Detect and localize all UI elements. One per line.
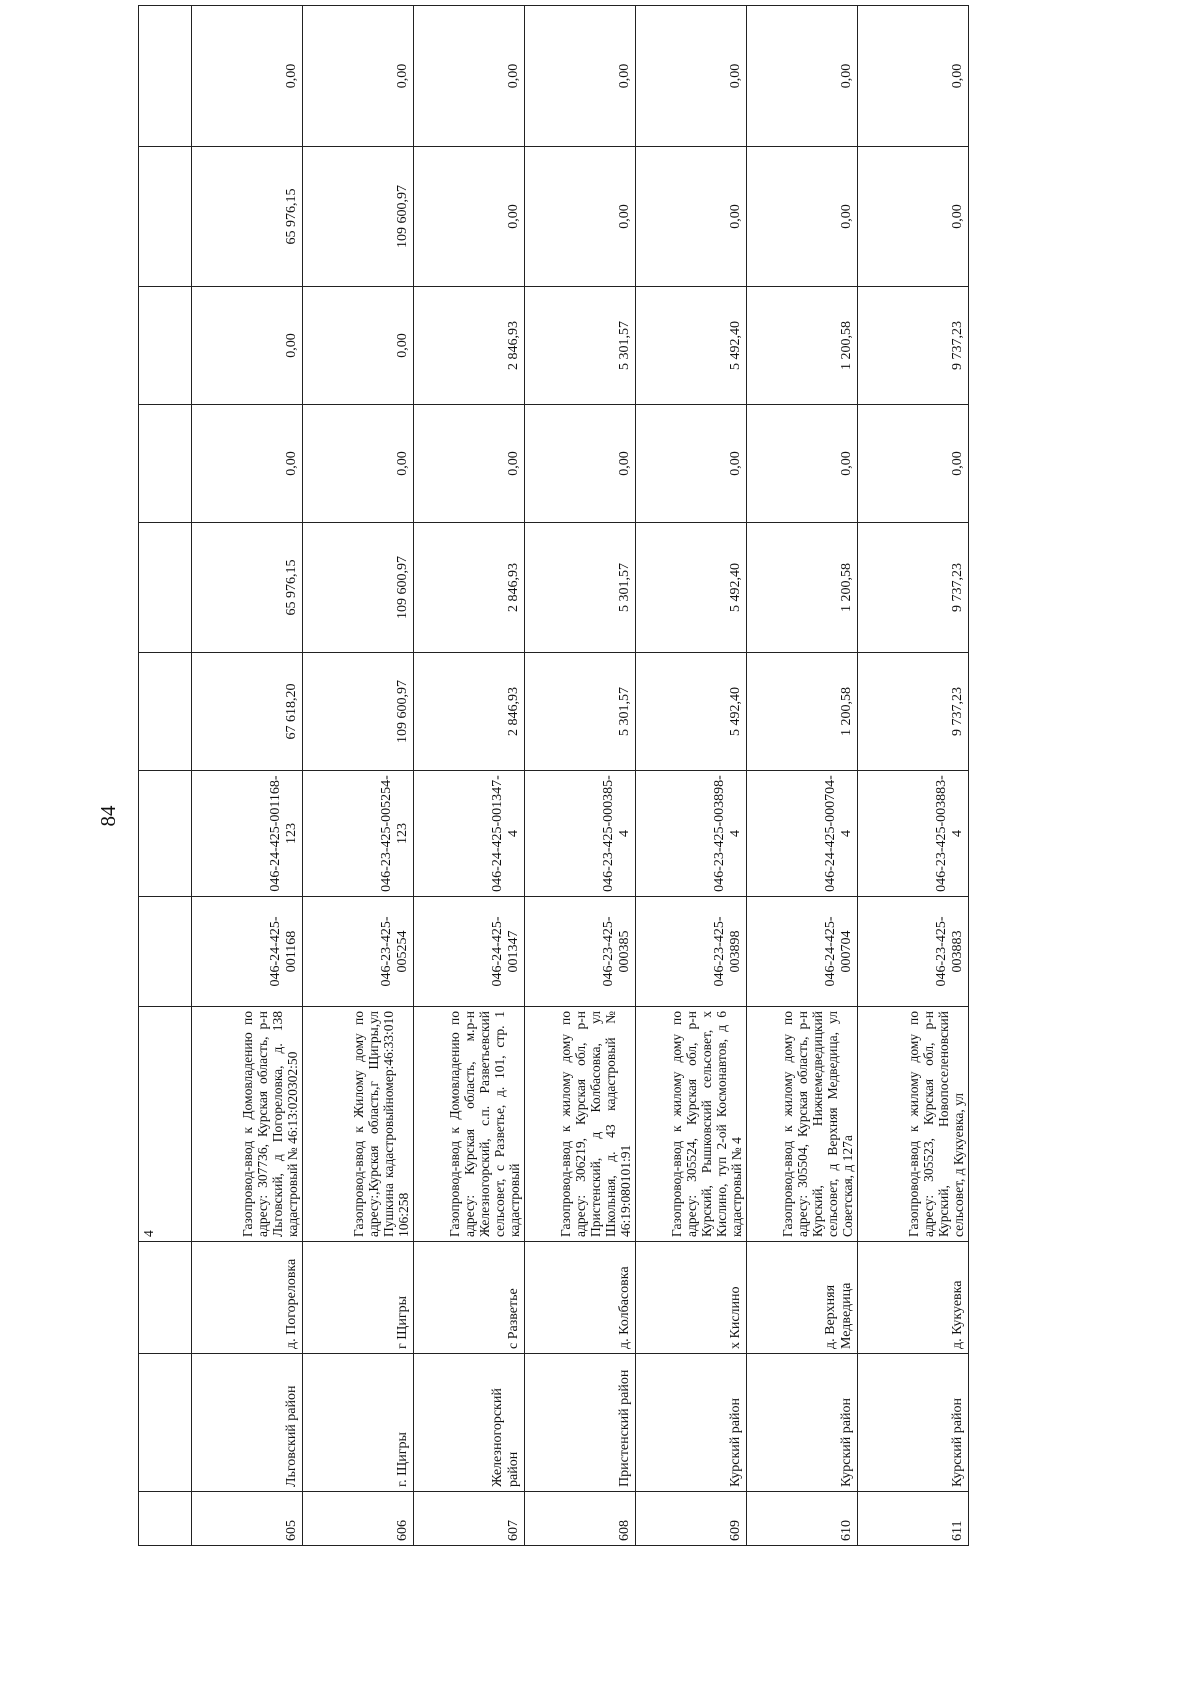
value-cell: 0,00 [303, 405, 414, 523]
description-cell: Газопровод-ввод к Жилому дому по адресу:,Курская область,г Щигры,ул Пушкина кадастровыйномер:46:33:010 106:258 [303, 1007, 414, 1242]
table-row [303, 6, 414, 1546]
value-cell: 5 492,40 [636, 287, 747, 405]
object-code-full-cell: 046-23-425-003898-4 [636, 771, 747, 897]
value-cell: 0,00 [192, 405, 303, 523]
description-cell: Газопровод-ввод к Домовладению по адресу: 307736, Курская область, р-н Льговский, д Погореловка, д. 138 кадастровый № 46:13:020302:50 [192, 1007, 303, 1242]
value-cell: 5 492,40 [636, 523, 747, 653]
value-cell: 5 301,57 [525, 523, 636, 653]
row-number: 605 [192, 1492, 303, 1546]
description-cell: Газопровод-ввод к жилому дому по адресу: 305524, Курская обл, р-н Курский, Рышковский сельсовет, х Кислино, туп 2-ой Космонавтов, д 6 кадастровый № 4 [636, 1007, 747, 1242]
page-number: 84 [96, 805, 120, 827]
row-number: 608 [525, 1492, 636, 1546]
district-cell: г. Щигры [303, 1354, 414, 1492]
value-cell: 65 976,15 [192, 523, 303, 653]
table-row [636, 6, 747, 1546]
header-cell [139, 523, 192, 653]
description-cell: Газопровод-ввод к Домовладению по адресу: Курская область, м.р-н Железногорский, с.п. Разветьевский сельсовет, с Разветье, д. 101, стр. 1 кадастровый [414, 1007, 525, 1242]
value-cell: 1 200,58 [747, 523, 858, 653]
value-cell: 0,00 [414, 405, 525, 523]
value-cell: 9 737,23 [858, 523, 969, 653]
header-cell [139, 1242, 192, 1354]
object-code-full-cell: 046-23-425-000385-4 [525, 771, 636, 897]
header-cell [139, 405, 192, 523]
settlement-cell: г Щигры [303, 1242, 414, 1354]
value-cell: 0,00 [636, 405, 747, 523]
row-number: 611 [858, 1492, 969, 1546]
district-cell: Льговский район [192, 1354, 303, 1492]
district-cell: Курский район [636, 1354, 747, 1492]
settlement-cell: д. Погореловка [192, 1242, 303, 1354]
rotated-table-wrapper [138, 6, 968, 1546]
object-code-cell: 046-24-425-001168 [192, 897, 303, 1007]
value-cell: 5 301,57 [525, 653, 636, 771]
header-cell [139, 6, 192, 147]
value-cell: 1 200,58 [747, 287, 858, 405]
value-cell: 0,00 [525, 6, 636, 147]
value-cell: 0,00 [192, 287, 303, 405]
value-cell: 0,00 [636, 147, 747, 287]
row-number: 606 [303, 1492, 414, 1546]
value-cell: 0,00 [747, 6, 858, 147]
header-cell [139, 1492, 192, 1546]
row-number: 607 [414, 1492, 525, 1546]
object-code-full-cell: 046-24-425-001168-123 [192, 771, 303, 897]
district-cell: Пристенский район [525, 1354, 636, 1492]
object-code-full-cell: 046-24-425-000704-4 [747, 771, 858, 897]
value-cell: 0,00 [747, 405, 858, 523]
row-number: 610 [747, 1492, 858, 1546]
value-cell: 109 600,97 [303, 653, 414, 771]
header-cell [139, 653, 192, 771]
header-cell [139, 897, 192, 1007]
value-cell: 109 600,97 [303, 147, 414, 287]
value-cell: 0,00 [525, 405, 636, 523]
value-cell: 1 200,58 [747, 653, 858, 771]
table-row [525, 6, 636, 1546]
value-cell: 0,00 [858, 6, 969, 147]
table-row [747, 6, 858, 1546]
settlement-cell: с Разветье [414, 1242, 525, 1354]
object-code-cell: 046-24-425-000704 [747, 897, 858, 1007]
value-cell: 0,00 [747, 147, 858, 287]
table-row [858, 6, 969, 1546]
value-cell: 5 492,40 [636, 653, 747, 771]
row-number: 609 [636, 1492, 747, 1546]
district-cell: Курский район [747, 1354, 858, 1492]
value-cell: 0,00 [858, 405, 969, 523]
value-cell: 0,00 [414, 147, 525, 287]
table-row [414, 6, 525, 1546]
description-cell: Газопровод-ввод к жилому дому по адресу: 306219, Курская обл, р-н Пристенский, д Колбасовка, ул Школьная, д. 43 кадастровый № 46:19:080101:91 [525, 1007, 636, 1242]
value-cell: 65 976,15 [192, 147, 303, 287]
data-table [138, 5, 969, 1546]
header-cell [139, 771, 192, 897]
value-cell: 67 618,20 [192, 653, 303, 771]
value-cell: 0,00 [636, 6, 747, 147]
value-cell: 0,00 [303, 6, 414, 147]
table-header-row [139, 6, 192, 1546]
value-cell: 0,00 [525, 147, 636, 287]
value-cell: 0,00 [858, 147, 969, 287]
header-cell [139, 147, 192, 287]
settlement-cell: д. Колбасовка [525, 1242, 636, 1354]
value-cell: 0,00 [303, 287, 414, 405]
header-cell [139, 287, 192, 405]
district-cell: Курский район [858, 1354, 969, 1492]
settlement-cell: д. Кукуевка [858, 1242, 969, 1354]
header-cell [139, 1354, 192, 1492]
value-cell: 5 301,57 [525, 287, 636, 405]
object-code-full-cell: 046-23-425-005254-123 [303, 771, 414, 897]
settlement-cell: д. Верхняя Медведица [747, 1242, 858, 1354]
settlement-cell: х Кислино [636, 1242, 747, 1354]
value-cell: 2 846,93 [414, 653, 525, 771]
object-code-cell: 046-23-425-003883 [858, 897, 969, 1007]
value-cell: 109 600,97 [303, 523, 414, 653]
value-cell: 2 846,93 [414, 287, 525, 405]
object-code-full-cell: 046-23-425-003883-4 [858, 771, 969, 897]
object-code-cell: 046-23-425-005254 [303, 897, 414, 1007]
description-cell: Газопровод-ввод к жилому дому по адресу: 305523, Курская обл, р-н Курский, Новопоселеновский сельсовет, д Кукуевка, ул [858, 1007, 969, 1242]
object-code-cell: 046-23-425-003898 [636, 897, 747, 1007]
description-cell: Газопровод-ввод к жилому дому по адресу: 305504, Курская область, р-н Курский, Нижнемедведицкий сельсовет, д Верхняя Медведица, ул Советская, д 127а [747, 1007, 858, 1242]
value-cell: 9 737,23 [858, 287, 969, 405]
object-code-cell: 046-24-425-001347 [414, 897, 525, 1007]
value-cell: 2 846,93 [414, 523, 525, 653]
value-cell: 9 737,23 [858, 653, 969, 771]
table-row [192, 6, 303, 1546]
object-code-full-cell: 046-24-425-001347-4 [414, 771, 525, 897]
object-code-cell: 046-23-425-000385 [525, 897, 636, 1007]
value-cell: 0,00 [414, 6, 525, 147]
header-cell-desc: 4 [139, 1007, 192, 1242]
district-cell: Железногорский район [414, 1354, 525, 1492]
value-cell: 0,00 [192, 6, 303, 147]
